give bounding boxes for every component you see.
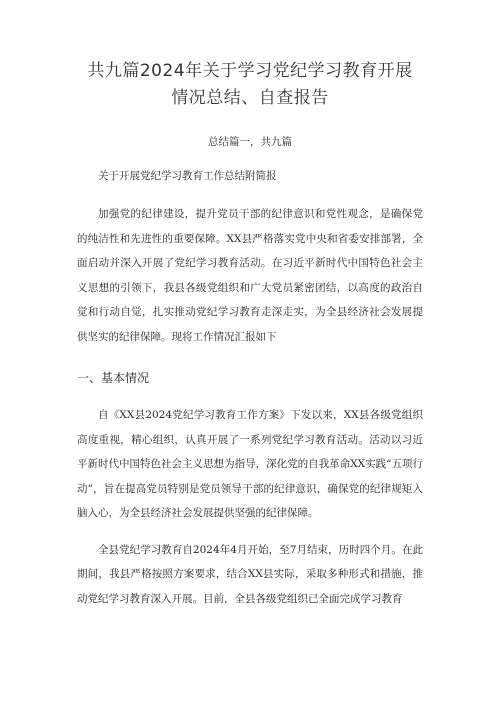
document-title-line-1: 共九篇2024年关于学习党纪学习教育开展 (87, 61, 413, 81)
document-title-line-2: 情况总结、自查报告 (171, 88, 329, 108)
paragraph-basic-1: 自《XX县2024党纪学习教育工作方案》下发以来，XX县各级党组织高度重视，精心组织，认真开展了一系列党纪学习教育活动。活动以习近平新时代中国特色社会主义思想为指导，深化党的自我革命XX实践“五项行动”，旨在提高党员特别是党员领导干部的纪律意识，确保党的纪律规矩入脑入心，为全县经济社会发展提供坚强的纪律保障。 (77, 409, 423, 519)
heading-basic-situation: 一、基本情况 (77, 371, 150, 385)
document-title (77, 0, 423, 112)
paragraph-basic-2: 全县党纪学习教育自2024年4月开始，至7月结束，历时四个月。在此期间，我县严格按照方案要求，结合XX县实际，采取多种形式和措施，推动党纪学习教育深入开展。目前，全县各级党组织已全面完成学习教育 (77, 543, 423, 605)
section-header: 总结篇一，共九篇 (208, 136, 292, 148)
paragraph-intro: 加强党的纪律建设，提升党员干部的纪律意识和党性观念，是确保党的纯洁性和先进性的重要保障。XX县严格落实党中央和省委安排部署，全面启动并深入开展了党纪学习教育活动。在习近平新时代中国特色社会主义思想的引领下，我县各级党组织和广大党员紧密团结，以高度的政治自觉和行动自觉，扎实推动党纪学习教育走深走实，为全县经济社会发展提供坚实的纪律保障。现将工作情况汇报如下 (77, 208, 423, 343)
sub-heading: 关于开展党纪学习教育工作总结附简报 (98, 170, 277, 182)
